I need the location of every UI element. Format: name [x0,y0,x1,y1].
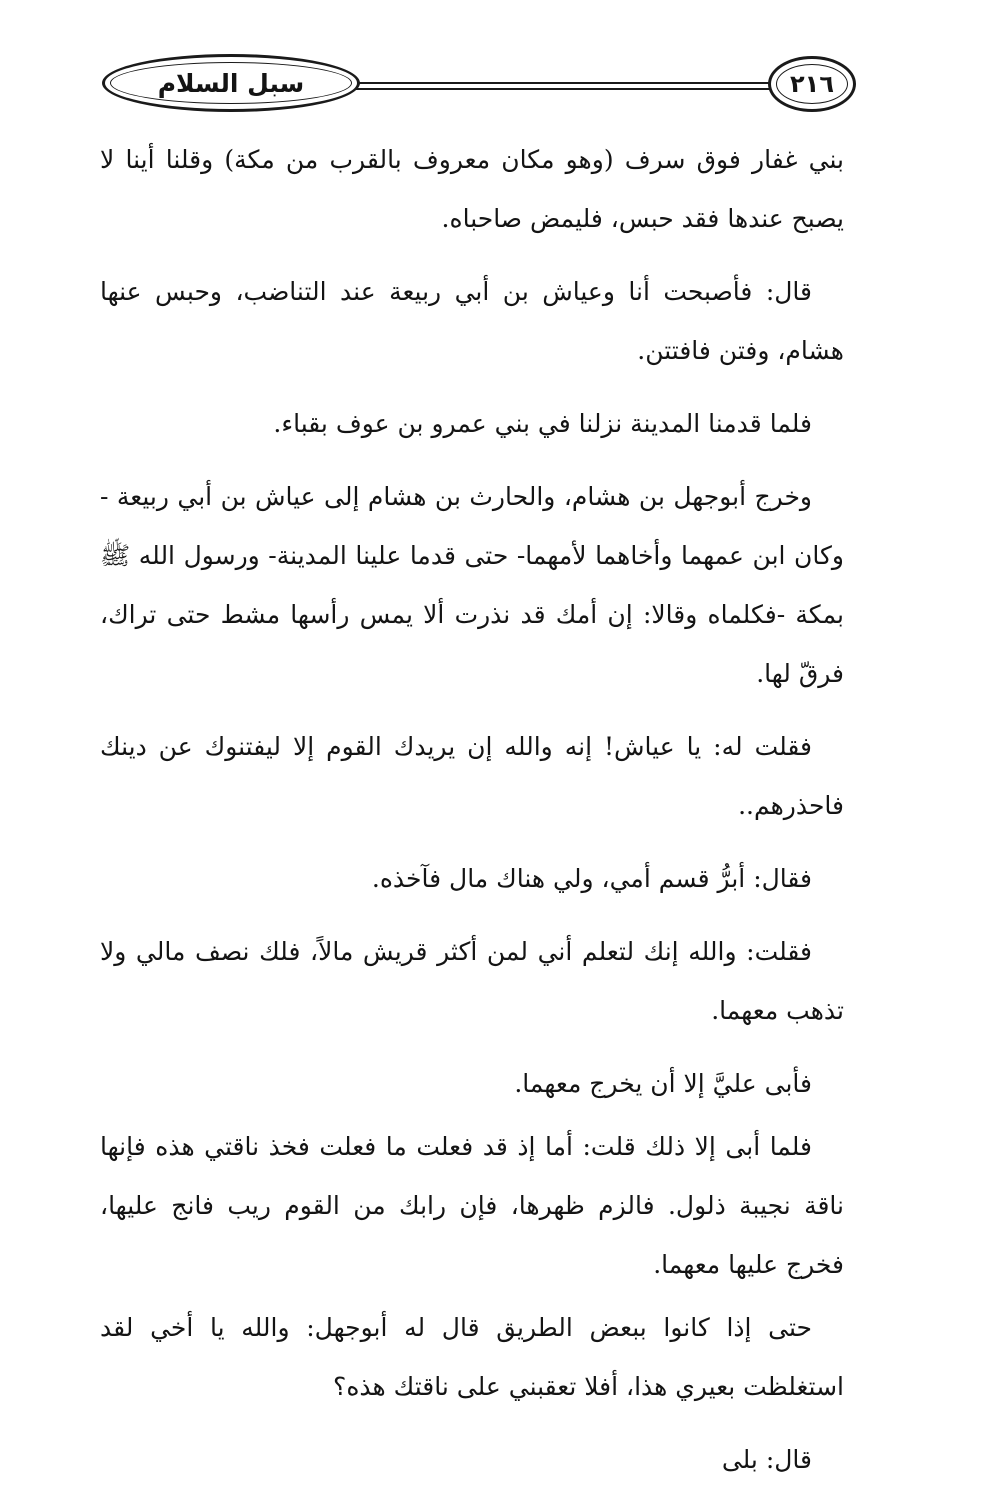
book-title: سبل السلام [157,69,305,98]
book-title-cartouche [102,54,360,112]
header-rule [346,82,770,84]
paragraph: فلما أبى إلا ذلك قلت: أما إذ قد فعلت ما فعلت فخذ ناقتي هذه فإنها ناقة نجيبة ذلول. فالزم ظهرها، فإن رابك من القوم ريب فانج عليها، فخرج عليها معهما. [100,1132,844,1279]
paragraph: فقال: أبرُّ قسم أمي، ولي هناك مال فآخذه. [371,864,812,893]
paragraph: قال: فأصبحت أنا وعياش بن أبي ربيعة عند التناضب، وحبس عنها هشام، وفتن فافتتن. [100,277,844,365]
paragraph: فلما قدمنا المدينة نزلنا في بني عمرو بن عوف بقباء. [273,409,812,438]
page-number: ٢١٦ [790,70,834,98]
page-number-cartouche [768,56,856,112]
paragraph: حتى إذا كانوا ببعض الطريق قال له أبوجهل: والله يا أخي لقد استغلظت بعيري هذا، أفلا تعقبني على ناقتك هذه؟ [100,1313,844,1401]
paragraph: فقلت: والله إنك لتعلم أني لمن أكثر قريش مالاً، فلك نصف مالي ولا تذهب معهما. [100,937,844,1025]
paragraph: وخرج أبوجهل بن هشام، والحارث بن هشام إلى عياش بن أبي ربيعة - وكان ابن عمهما وأخاهما لأمهما- حتى قدما علينا المدينة- ورسول الله ﷺ بمكة -فكلماه وقالا: إن أمك قد نذرت ألا يمس رأسها مشط حتى تراك، فرقّ لها. [100,482,844,688]
header-rule [346,88,770,90]
paragraph: فأبى عليَّ إلا أن يخرج معهما. [514,1069,812,1098]
paragraph: قال: بلى [721,1445,812,1474]
page-body [100,130,844,1503]
paragraph: فقلت له: يا عياش! إنه والله إن يريدك القوم إلا ليفتنوك عن دينك فاحذرهم.. [100,732,844,820]
paragraph: بني غفار فوق سرف (وهو مكان معروف بالقرب من مكة) وقلنا أينا لا يصبح عندها فقد حبس، فليمض صاحباه. [100,145,844,233]
page-header [96,48,856,120]
